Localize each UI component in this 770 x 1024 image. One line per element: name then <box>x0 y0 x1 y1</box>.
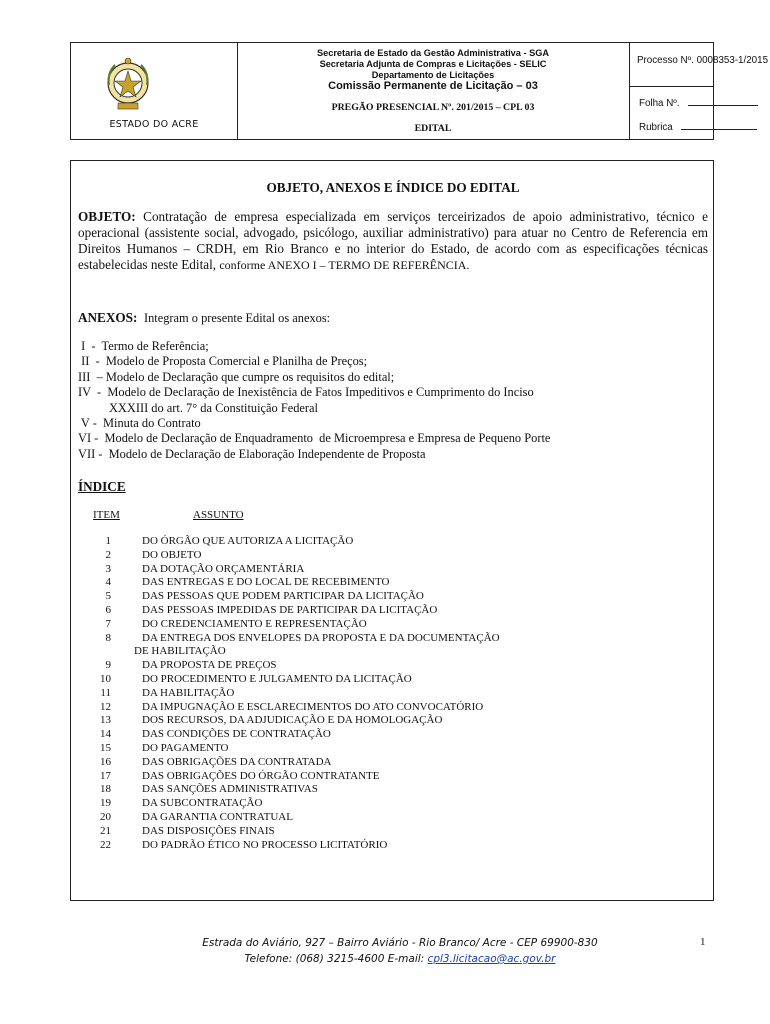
indice-item-subject: DAS OBRIGAÇÕES DO ÓRGÃO CONTRATANTE <box>142 769 380 782</box>
indice-item-subject: DO PROCEDIMENTO E JULGAMENTO DA LICITAÇÃO <box>142 672 412 685</box>
header-divider <box>629 86 713 87</box>
footer-contact <box>0 953 770 965</box>
indice-item-subject: DAS ENTREGAS E DO LOCAL DE RECEBIMENTO <box>142 576 390 589</box>
anexo-item: VII - Modelo de Declaração de Elaboração Independente de Proposta <box>78 446 426 461</box>
indice-item-subject: DAS SANÇÕES ADMINISTRATIVAS <box>142 783 318 796</box>
anexo-item: V - Minuta do Contrato <box>78 416 201 431</box>
pregao-title: PREGÃO PRESENCIAL Nº. 201/2015 – CPL 03 <box>331 102 535 113</box>
folha-field <box>639 96 758 109</box>
footer-phone: Telefone: (068) 3215-4600 E-mail: <box>244 953 425 965</box>
indice-item-subject: DAS OBRIGAÇÕES DA CONTRATADA <box>142 755 332 768</box>
anexos-label: ANEXOS: <box>78 310 138 325</box>
indice-item-subject: DAS CONDIÇÕES DE CONTRATAÇÃO <box>142 728 331 741</box>
indice-item-subject: DO CREDENCIAMENTO E REPRESENTAÇÃO <box>142 617 367 630</box>
indice-item-number: 17 <box>100 769 111 782</box>
indice-item-subject: DAS DISPOSIÇÕES FINAIS <box>142 824 275 837</box>
indice-item-number: 22 <box>100 838 111 851</box>
folha-label: Folha Nº. <box>639 98 680 109</box>
indice-item-number: 2 <box>105 548 111 561</box>
indice-item-number: 19 <box>100 797 111 810</box>
header-line-3: Departamento de Licitações <box>371 70 495 80</box>
anexo-item: VI - Modelo de Declaração de Enquadramento de Microempresa e Empresa de Pequeno Porte <box>78 431 551 446</box>
content-box <box>70 160 714 901</box>
rubrica-line <box>681 120 757 130</box>
indice-item-number: 1 <box>105 535 111 547</box>
indice-item-number: 5 <box>105 590 111 603</box>
header-logo-cell <box>71 43 238 139</box>
header-process-cell <box>629 43 769 139</box>
indice-item-number: 7 <box>105 617 111 630</box>
edital-title: EDITAL <box>414 123 452 134</box>
rubrica-field <box>639 120 757 133</box>
indice-item-number: 8 <box>105 631 111 644</box>
indice-item-subject: DA SUBCONTRATAÇÃO <box>142 797 263 810</box>
indice-item-number: 6 <box>105 603 111 616</box>
indice-title: ÍNDICE <box>78 479 126 494</box>
anexo-item: XXXIII do art. 7° da Constituição Federal <box>78 400 318 415</box>
anexos-paragraph <box>78 310 330 326</box>
header-title-cell <box>237 43 630 139</box>
processo-number: Processo Nº. 0008353-1/2015 <box>637 55 769 66</box>
indice-item-subject: DA ENTREGA DOS ENVELOPES DA PROPOSTA E DA DOCUMENTAÇÃO <box>142 631 500 644</box>
indice-item-number: 3 <box>105 562 111 575</box>
indice-item-subject: DA GARANTIA CONTRATUAL <box>142 810 293 823</box>
anexos-list <box>78 339 550 462</box>
indice-item-number: 14 <box>100 728 111 741</box>
anexo-item: I - Termo de Referência; <box>78 339 209 353</box>
indice-item-number: 21 <box>100 824 111 837</box>
footer-email-link[interactable]: cpl3.licitacao@ac.gov.br <box>427 953 556 965</box>
objeto-paragraph <box>78 209 708 273</box>
indice-item-subject: DE HABILITAÇÃO <box>134 645 226 658</box>
indice-item-number: 4 <box>105 576 111 589</box>
footer-address: Estrada do Aviário, 927 – Bairro Aviário - Rio Branco/ Acre - CEP 69900-830 <box>202 937 598 949</box>
indice-item-number: 11 <box>100 686 111 699</box>
indice-item-subject: DOS RECURSOS, DA ADJUDICAÇÃO E DA HOMOLOGAÇÃO <box>142 714 443 727</box>
objeto-text: Contratação de empresa especializada em serviços terceirizados de apoio administrativo, técnico e operacional (assistente social, advogado, psicólogo, auxiliar administrativo) para atuar no Centro de Referencia em Direitos Humanos – CRDH, em Rio Branco e no interior do Estado, de acordo com as especificações técnicas estabelecidas neste Edital, <box>78 209 708 272</box>
col-assunto-header: ASSUNTO <box>193 509 244 521</box>
indice-item-subject: DA IMPUGNAÇÃO E ESCLARECIMENTOS DO ATO CONVOCATÓRIO <box>142 700 484 713</box>
section-title: OBJETO, ANEXOS E ÍNDICE DO EDITAL <box>266 180 520 195</box>
header-line-2: Secretaria Adjunta de Compras e Licitações - SELIC <box>319 59 547 69</box>
header-line-4: Comissão Permanente de Licitação – 03 <box>328 80 538 92</box>
indice-item-number: 13 <box>100 714 111 727</box>
indice-item-subject: DO OBJETO <box>142 548 202 561</box>
header-line-1: Secretaria de Estado da Gestão Administrativa - SGA <box>317 48 549 58</box>
indice-item-subject: DA HABILITAÇÃO <box>142 686 235 699</box>
indice-item-number: 20 <box>100 810 111 823</box>
indice-item-number: 12 <box>100 700 111 713</box>
objeto-tail: conforme ANEXO I – TERMO DE REFERÊNCIA. <box>219 258 470 272</box>
anexo-item: III – Modelo de Declaração que cumpre os requisitos do edital; <box>78 369 395 384</box>
indice-item-number: 9 <box>105 659 111 672</box>
col-item-header: ITEM <box>93 509 120 521</box>
indice-item-subject: DO PAGAMENTO <box>142 741 229 754</box>
rubrica-label: Rubrica <box>639 122 673 133</box>
indice-item-number: 16 <box>100 755 111 768</box>
indice-item-subject: DA DOTAÇÃO ORÇAMENTÁRIA <box>142 562 305 575</box>
state-seal-icon <box>103 55 153 115</box>
page-number: 1 <box>700 936 706 948</box>
indice-item-subject: DAS PESSOAS QUE PODEM PARTICIPAR DA LICITAÇÃO <box>142 590 424 603</box>
anexos-text: Integram o presente Edital os anexos: <box>143 311 331 325</box>
indice-item-subject: DA PROPOSTA DE PREÇOS <box>142 659 277 672</box>
indice-item-subject: DO PADRÃO ÉTICO NO PROCESSO LICITATÓRIO <box>142 838 388 851</box>
indice-item-subject: DAS PESSOAS IMPEDIDAS DE PARTICIPAR DA LICITAÇÃO <box>142 603 438 616</box>
indice-item-number: 18 <box>100 783 111 796</box>
indice-item-number: 10 <box>100 672 111 685</box>
anexo-item: IV - Modelo de Declaração de Inexistência de Fatos Impeditivos e Cumprimento do Inciso <box>78 385 534 400</box>
indice-item-number: 15 <box>100 741 111 754</box>
document-header <box>70 42 769 140</box>
anexo-item: II - Modelo de Proposta Comercial e Planilha de Preços; <box>78 354 368 369</box>
indice-item-subject: DO ÓRGÃO QUE AUTORIZA A LICITAÇÃO <box>142 535 354 547</box>
objeto-label: OBJETO: <box>78 209 136 224</box>
state-label: ESTADO DO ACRE <box>109 119 199 130</box>
folha-line <box>688 96 758 106</box>
